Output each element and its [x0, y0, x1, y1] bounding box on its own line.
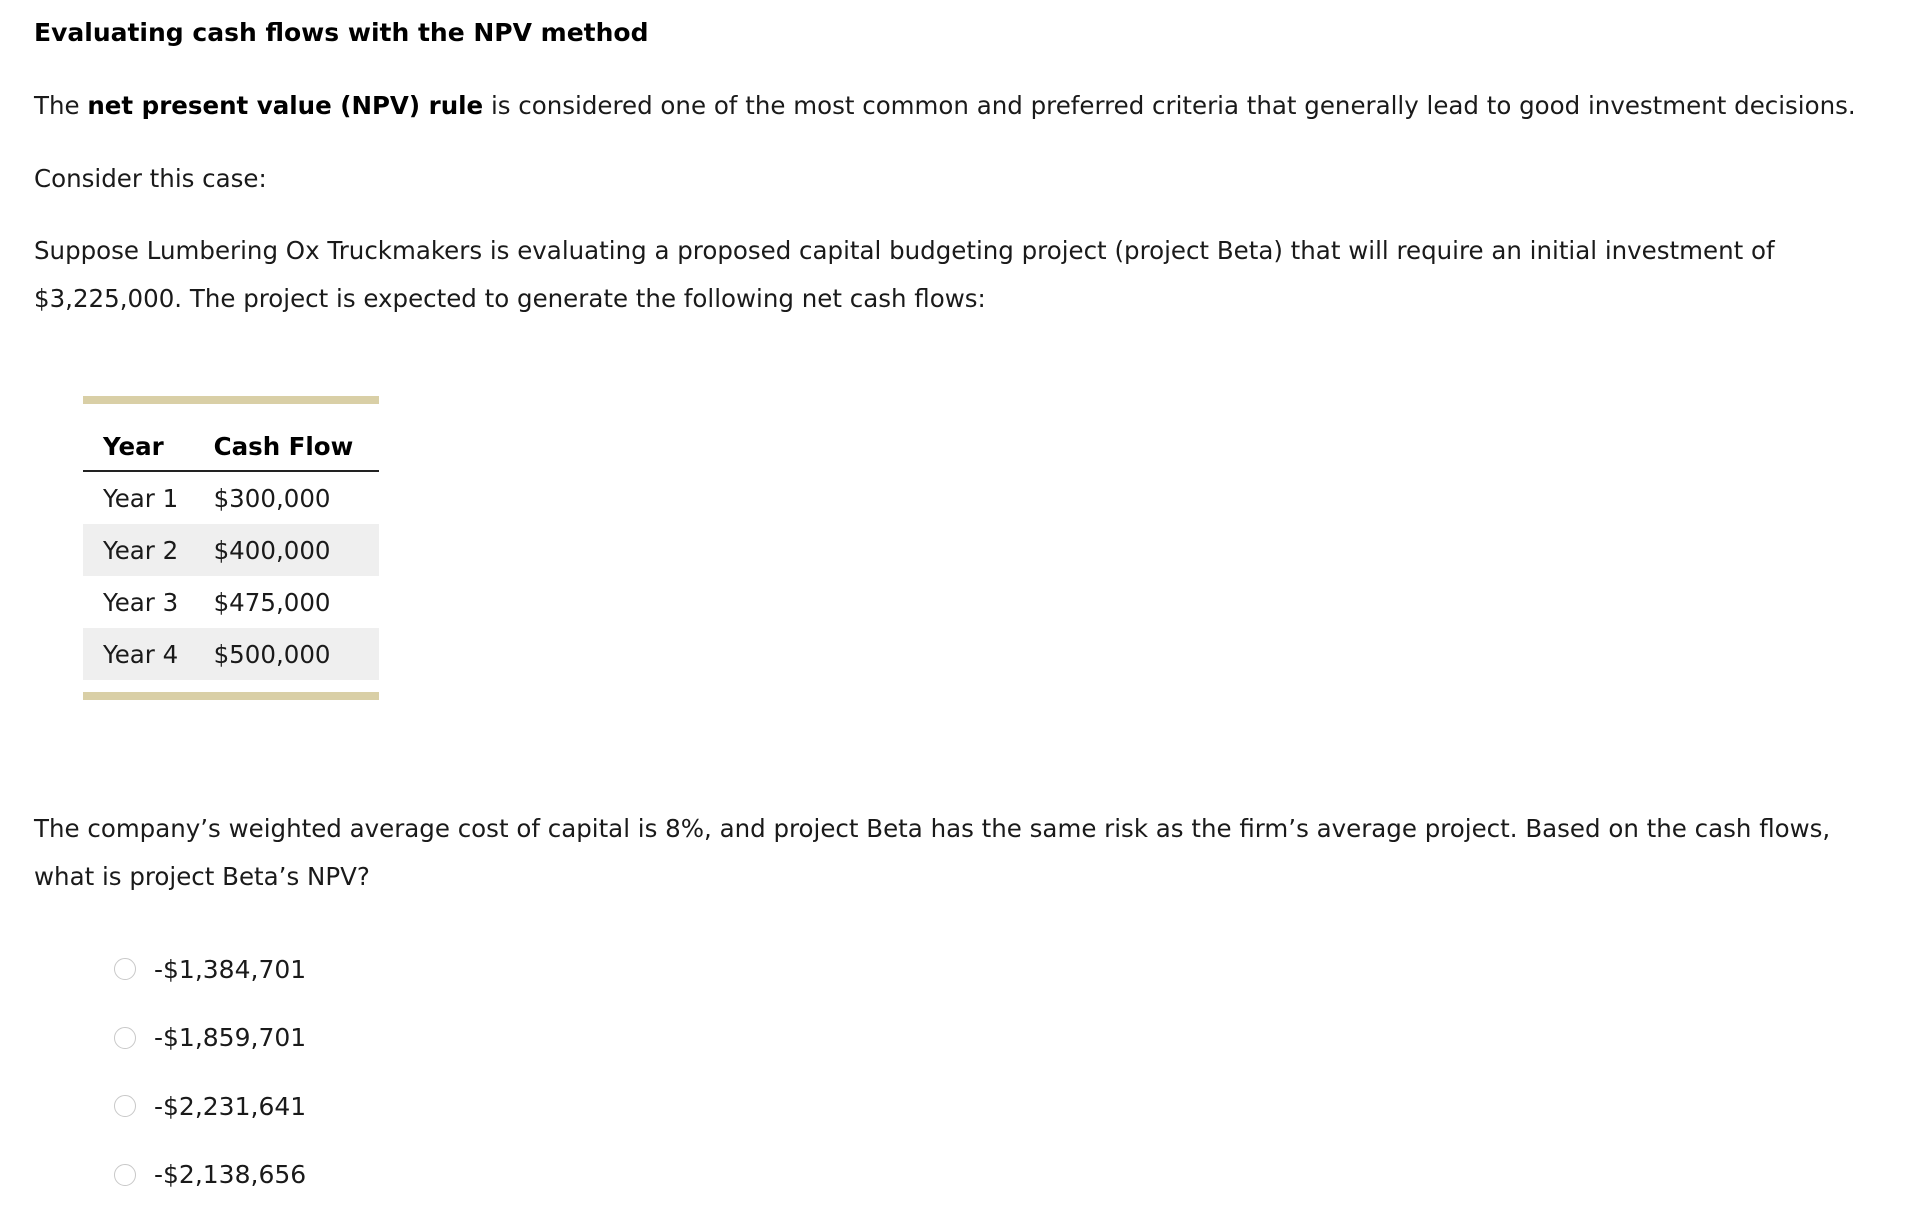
intro-suffix: is considered one of the most common and preferred criteria that generally lead to good investment decisions.	[483, 91, 1856, 120]
answer-options	[114, 935, 306, 1209]
intro-prefix: The	[34, 91, 88, 120]
option-label: -$1,859,701	[154, 1023, 307, 1053]
answer-option-3[interactable]	[114, 1072, 306, 1141]
radio-button[interactable]	[114, 1027, 136, 1049]
table-top-rule	[83, 396, 379, 404]
consider-paragraph: Consider this case:	[34, 164, 267, 193]
table-bottom-rule	[83, 692, 379, 700]
answer-option-1[interactable]	[114, 935, 306, 1004]
cell-cash-flow: $475,000	[213, 587, 331, 617]
option-label: -$2,231,641	[154, 1091, 307, 1121]
page-title: Evaluating cash flows with the NPV method	[34, 18, 649, 47]
cell-cash-flow: $300,000	[213, 483, 331, 513]
cash-flow-grid	[83, 422, 379, 680]
radio-button[interactable]	[114, 1164, 136, 1186]
cell-cash-flow: $500,000	[194, 628, 379, 680]
intro-paragraph	[34, 82, 1856, 130]
table-row	[83, 471, 379, 524]
cell-year: Year 2	[83, 524, 194, 576]
header-year: Year	[83, 422, 194, 471]
option-label: -$1,384,701	[154, 954, 307, 984]
cell-year: Year 3	[103, 587, 179, 617]
case-paragraph: Suppose Lumbering Ox Truckmakers is evaluating a proposed capital budgeting project (project Beta) that will require an initial investment of $3,225,000. The project is expected to generate the following net cash flows:	[34, 236, 1775, 313]
cell-cash-flow: $400,000	[194, 524, 379, 576]
cell-year: Year 4	[83, 628, 194, 680]
cash-flow-table	[83, 396, 379, 700]
table-row	[83, 576, 379, 628]
radio-button[interactable]	[114, 958, 136, 980]
table-row	[83, 524, 379, 576]
question-paragraph: The company’s weighted average cost of capital is 8%, and project Beta has the same risk as the firm’s average project. Based on the cash flows, what is project Beta’s NPV?	[34, 814, 1831, 891]
table-row	[83, 628, 379, 680]
option-label: -$2,138,656	[154, 1160, 307, 1190]
answer-option-2[interactable]	[114, 1004, 306, 1073]
radio-button[interactable]	[114, 1095, 136, 1117]
intro-bold-term: net present value (NPV) rule	[87, 91, 484, 120]
table-header-row	[83, 422, 379, 471]
answer-option-4[interactable]	[114, 1141, 306, 1210]
cell-year: Year 1	[103, 483, 179, 513]
header-cash-flow: Cash Flow	[194, 422, 379, 471]
